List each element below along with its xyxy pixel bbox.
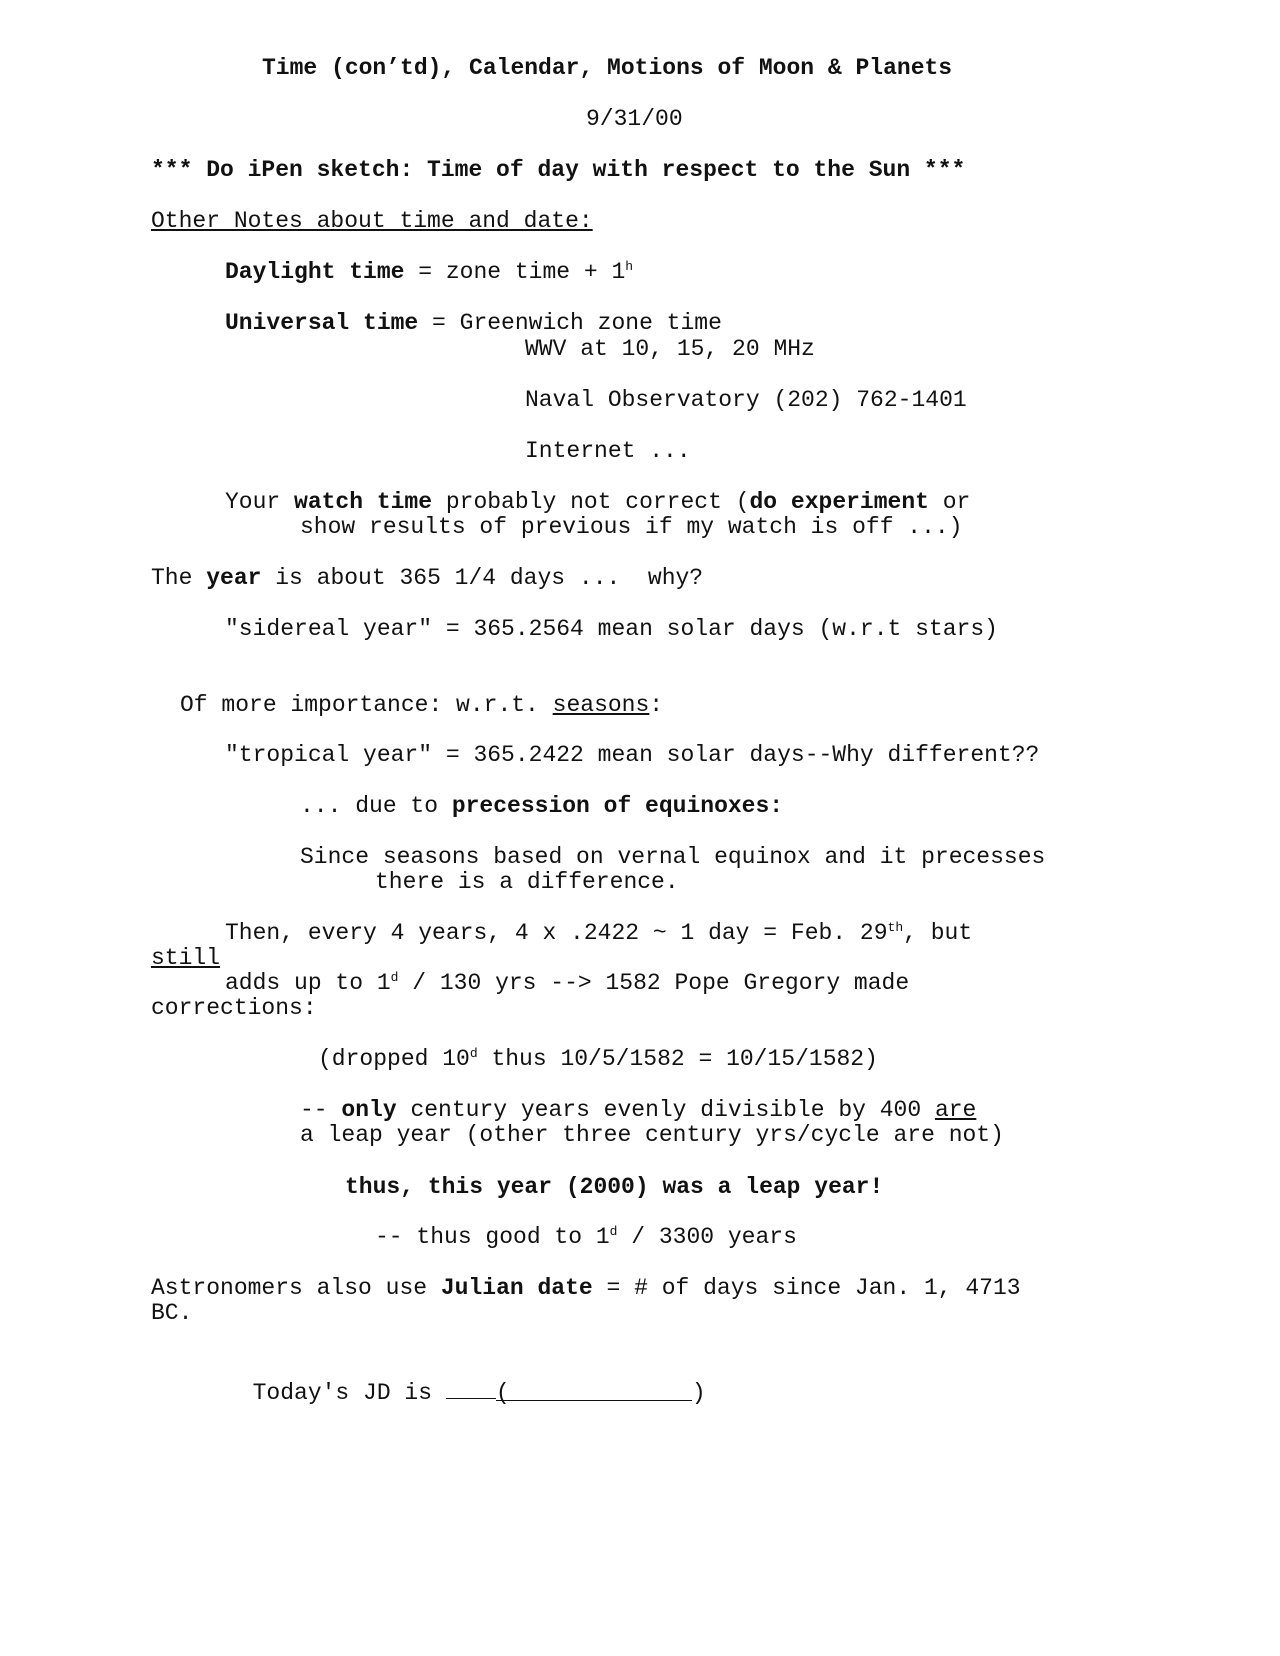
jd-blank-field bbox=[446, 1378, 496, 1399]
sketch-note: *** Do iPen sketch: Time of day with respect to the Sun *** bbox=[151, 157, 966, 183]
leap-day-line: Then, every 4 years, 4 x .2422 ~ 1 day = Feb. 29th, but bbox=[225, 920, 973, 946]
sidereal-year-line: "sidereal year" = 365.2564 mean solar days (w.r.t stars) bbox=[225, 616, 998, 642]
universal-time-line: Universal time = Greenwich zone time bbox=[225, 310, 722, 336]
century-rule-line-2: a leap year (other three century yrs/cycle are not) bbox=[300, 1122, 1004, 1148]
section-heading: Other Notes about time and date: bbox=[151, 208, 593, 234]
jd-paren-blank-field: ( bbox=[496, 1380, 692, 1401]
leap-year-2000-line: thus, this year (2000) was a leap year! bbox=[345, 1174, 884, 1200]
time-source-naval: Naval Observatory (202) 762-1401 bbox=[525, 387, 967, 413]
julian-date-line-2: BC. bbox=[151, 1300, 193, 1326]
todays-jd-line: Today's JD is ( ) bbox=[252, 1380, 706, 1406]
still-word: still bbox=[151, 945, 221, 971]
julian-date-line: Astronomers also use Julian date = # of days since Jan. 1, 4713 bbox=[151, 1275, 1021, 1301]
adds-up-line: adds up to 1$^d$ / 130 yrs --> 1582 Pope Gregory made bbox=[225, 970, 910, 996]
importance-line: Of more importance: w.r.t. seasons: bbox=[180, 692, 664, 718]
watch-time-line-2: show results of previous if my watch is off ...) bbox=[300, 514, 963, 540]
daylight-time-line: Daylight time = zone time + $1^h$ bbox=[225, 259, 634, 285]
dropped-days-line: (dropped 10$^d$ thus 10/5/1582 = 10/15/1582) bbox=[318, 1046, 878, 1072]
since-line-2: there is a difference. bbox=[375, 869, 679, 895]
lecture-date: 9/31/00 bbox=[586, 106, 683, 132]
watch-time-line: Your watch time probably not correct (do experiment or bbox=[225, 489, 971, 515]
century-rule-line: -- only century years evenly divisible by 400 are bbox=[300, 1097, 977, 1123]
time-source-wwv: WWV at 10, 15, 20 MHz bbox=[525, 336, 815, 362]
time-source-internet: Internet ... bbox=[525, 438, 691, 464]
tropical-year-line: "tropical year" = 365.2422 mean solar days--Why different?? bbox=[225, 742, 1040, 768]
corrections-word: corrections: bbox=[151, 995, 317, 1021]
accuracy-line: -- thus good to 1$^d$ / 3300 years bbox=[375, 1224, 797, 1250]
since-line: Since seasons based on vernal equinox and it precesses bbox=[300, 844, 1046, 870]
year-line: The year is about 365 1/4 days ... why? bbox=[151, 565, 704, 591]
precession-line: ... due to precession of equinoxes: bbox=[300, 793, 784, 819]
page-title: Time (con’td), Calendar, Motions of Moon & Planets bbox=[262, 55, 953, 81]
